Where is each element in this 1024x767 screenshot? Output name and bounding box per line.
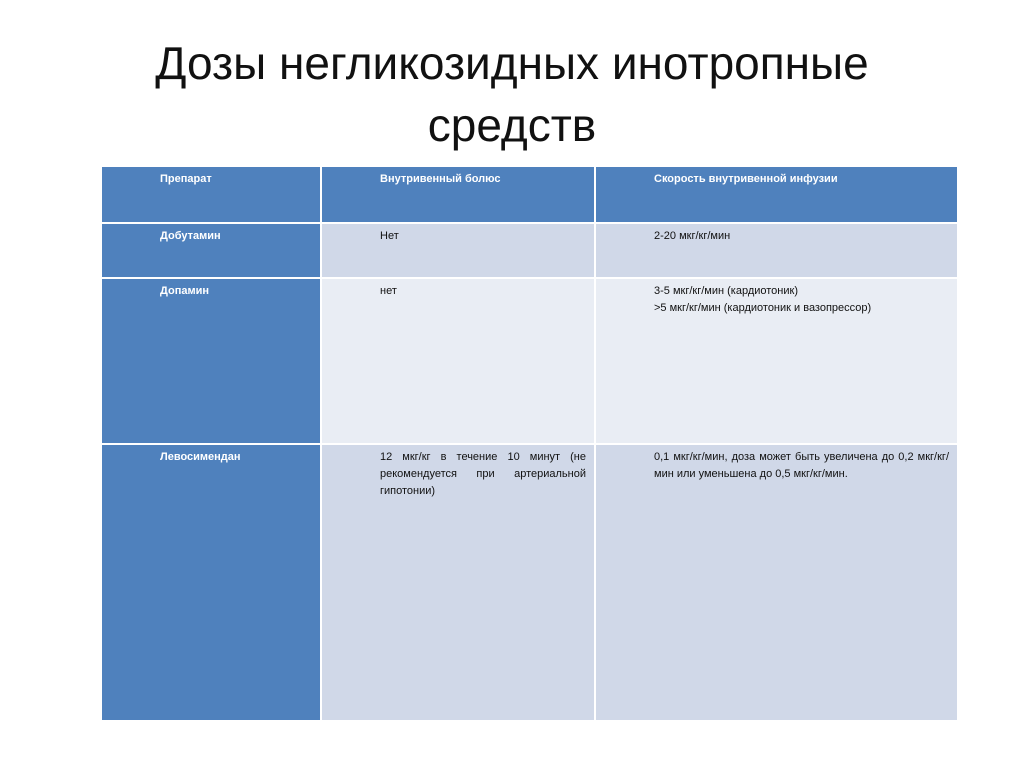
- infusion-line: 0,1 мкг/кг/мин, доза может быть увеличена до 0,2 мкг/кг/мин или уменьшена до 0,5 мкг/кг/мин.: [654, 451, 949, 480]
- drug-name: Добутамин: [101, 223, 321, 278]
- bolus-cell: Нет: [321, 223, 595, 278]
- slide-title: [0, 32, 1024, 156]
- infusion-cell: [595, 278, 958, 444]
- bolus-cell: 12 мкг/кг в течение 10 минут (не рекомендуется при артериальной гипотонии): [321, 444, 595, 721]
- drug-name: Допамин: [101, 278, 321, 444]
- table-header-row: [101, 166, 958, 223]
- infusion-line: 2-20 мкг/кг/мин: [654, 230, 731, 242]
- table-row: [101, 223, 958, 278]
- infusion-cell: [595, 223, 958, 278]
- table-row: [101, 444, 958, 721]
- bolus-cell: нет: [321, 278, 595, 444]
- header-drug: Препарат: [101, 166, 321, 223]
- infusion-cell: [595, 444, 958, 721]
- header-bolus: Внутривенный болюс: [321, 166, 595, 223]
- infusion-line: 3-5 мкг/кг/мин (кардиотоник): [654, 285, 798, 297]
- drug-name: Левосимендан: [101, 444, 321, 721]
- table-row: [101, 278, 958, 444]
- header-infusion: Скорость внутривенной инфузии: [595, 166, 958, 223]
- title-line-2: средств: [427, 99, 597, 151]
- title-line-1: Дозы негликозидных инотропные: [155, 37, 869, 89]
- dosage-table: [100, 165, 959, 722]
- infusion-line: >5 мкг/кг/мин (кардиотоник и вазопрессор): [654, 302, 872, 314]
